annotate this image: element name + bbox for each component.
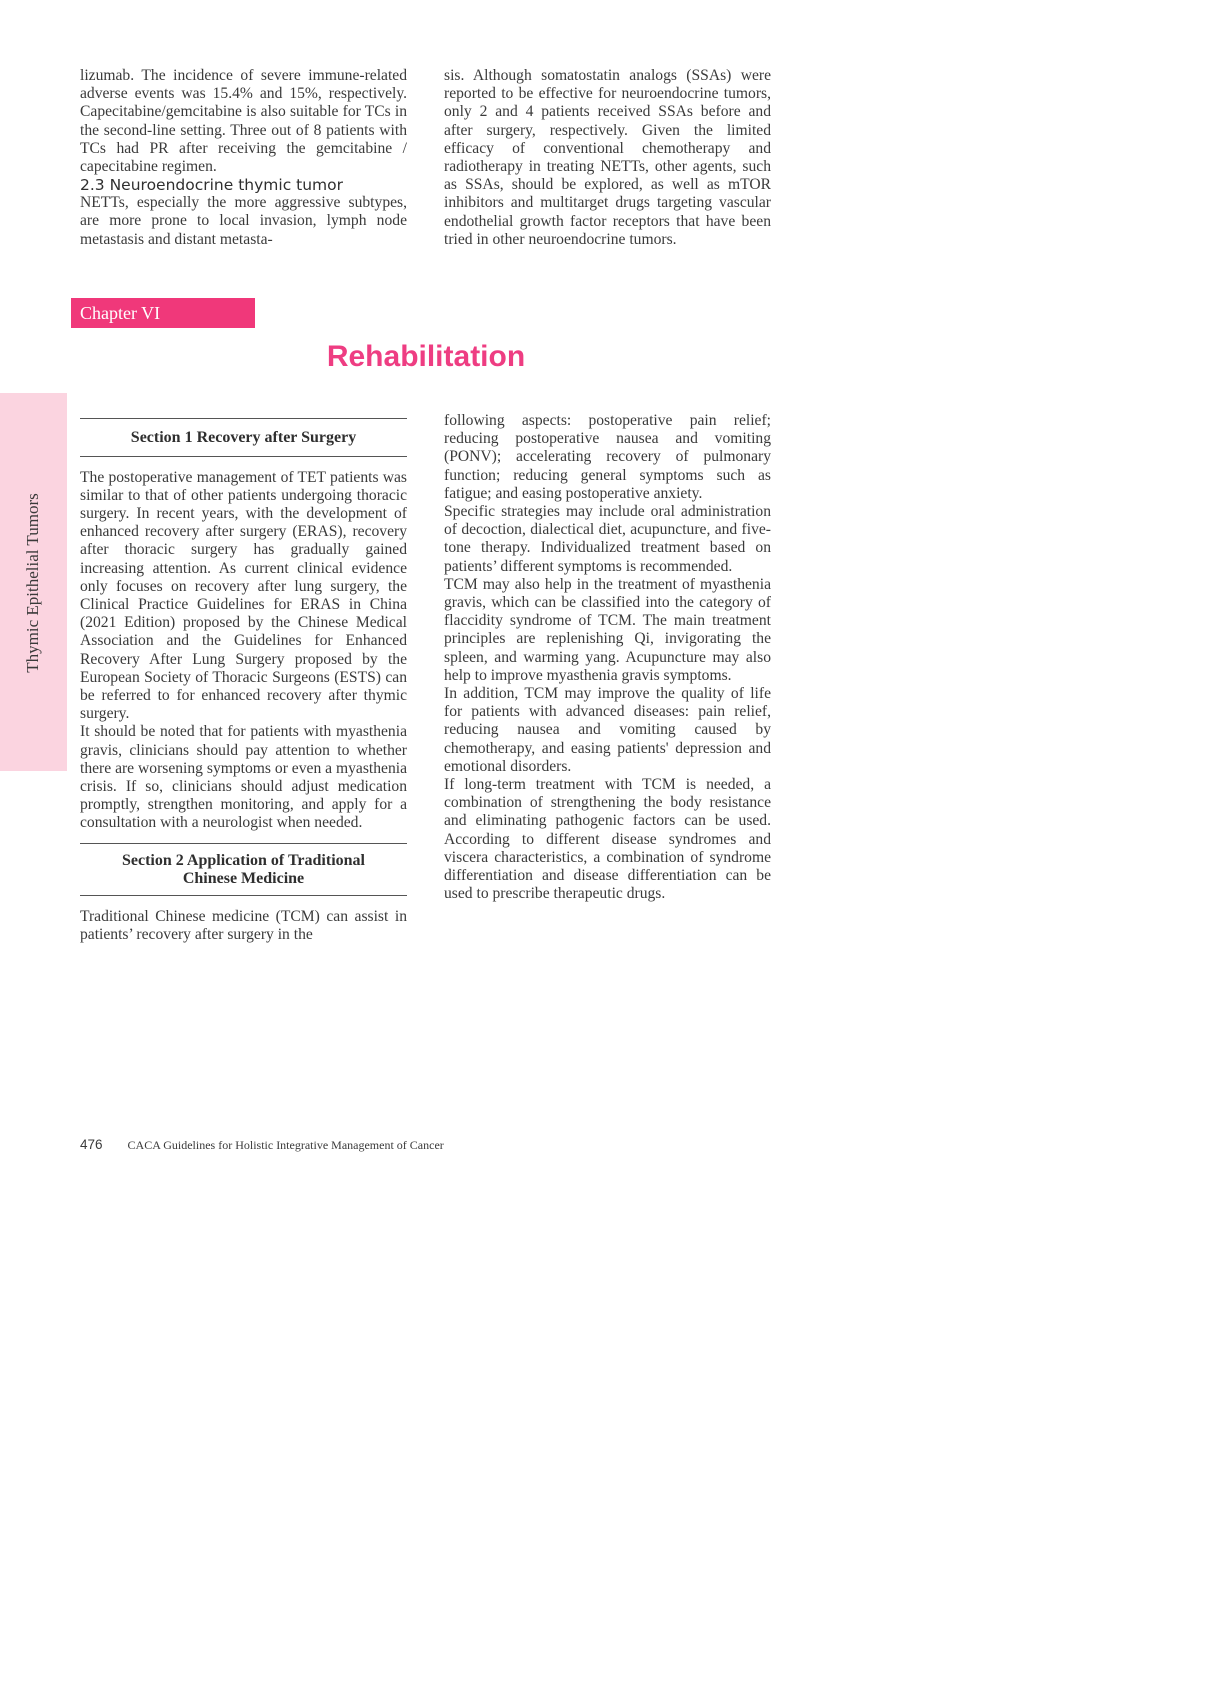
side-tab-label: Thymic Epithelial Tumors [23,493,42,673]
paragraph: Specific strategies may include oral administration of decoction, dialectical diet, acupuncture, and five-tone therapy. Individualized treatment based on patients’ different symptoms is recommended. [444,503,771,575]
paragraph: sis. Although somatostatin analogs (SSAs) were reported to be effective for neuroendocrine tumors, only 2 and 4 patients received SSAs before and after surgery, respectively. Given the limited efficacy of conventional chemotherapy and radiotherapy in treating NETTs, other agents, such as SSAs, should be explored, as well as mTOR inhibitors and multitarget drugs targeting vascular endothelial growth factor receptors that have been tried in other neuroendocrine tumors. [444,67,771,248]
section-2-heading [80,843,407,896]
bottom-right-column [444,412,771,903]
chapter-title: Rehabilitation [326,340,526,373]
page-number: 476 [80,1137,103,1152]
paragraph: If long-term treatment with TCM is needed, a combination of strengthening the body resistance and eliminating pathogenic factors can be used. According to different disease syndromes and viscera characteristics, a combination of syndrome differentiation and disease differentiation can be used to prescribe therapeutic drugs. [444,776,771,903]
page-footer [80,1137,444,1153]
section-2-heading-line-1: Section 2 Application of Traditional [122,851,365,869]
paragraph: NETTs, especially the more aggressive subtypes, are more prone to local invasion, lymph node metastasis and distant metasta- [80,194,407,248]
side-tab [0,393,67,771]
chapter-label: Chapter VI [71,298,255,328]
paragraph: following aspects: postoperative pain relief; reducing postoperative nausea and vomiting (PONV); accelerating recovery of pulmonary function; reducing general symptoms such as fatigue; and easing postoperative anxiety. [444,412,771,502]
section-2-heading-line-2: Chinese Medicine [182,870,305,888]
bottom-left-column [80,418,407,944]
book-title: CACA Guidelines for Holistic Integrative Management of Cancer [127,1138,444,1152]
paragraph: In addition, TCM may improve the quality of life for patients with advanced diseases: pain relief, reducing nausea and vomiting caused by chemotherapy, and easing patients' depression and emotional disorders. [444,685,771,775]
paragraph: Traditional Chinese medicine (TCM) can assist in patients’ recovery after surgery in the [80,907,407,943]
paragraph: The postoperative management of TET patients was similar to that of other patients undergoing thoracic surgery. In recent years, with the development of enhanced recovery after surgery (ERAS), recovery after thoracic surgery has gradually gained increasing attention. As current clinical evidence only focuses on recovery after lung surgery, the Clinical Practice Guidelines for ERAS in China (2021 Edition) proposed by the Chinese Medical Association and the Guidelines for Enhanced Recovery After Lung Surgery proposed by the European Society of Thoracic Surgeons (ESTS) can be referred to for enhanced recovery after thymic surgery. [80,468,407,723]
top-left-column [80,67,407,249]
paragraph: It should be noted that for patients with myasthenia gravis, clinicians should pay attention to whether there are worsening symptoms or even a myasthenia crisis. If so, clinicians should adjust medication promptly, strengthen monitoring, and apply for a consultation with a neurologist when needed. [80,723,407,832]
section-1-heading-text: Section 1 Recovery after Surgery [130,429,357,446]
top-right-column [444,67,771,249]
section-1-heading [80,418,407,457]
paragraph: lizumab. The incidence of severe immune-related adverse events was 15.4% and 15%, respectively. Capecitabine/gemcitabine is also suitable for TCs in the second-line setting. Three out of 8 patients with TCs had PR after receiving the gemcitabine / capecitabine regimen. [80,67,407,176]
paragraph: TCM may also help in the treatment of myasthenia gravis, which can be classified into the category of flaccidity syndrome of TCM. The main treatment principles are replenishing Qi, invigorating the spleen, and warming yang. Acupuncture may also help to improve myasthenia gravis symptoms. [444,575,771,684]
subheading-neuroendocrine: 2.3 Neuroendocrine thymic tumor [80,176,344,195]
